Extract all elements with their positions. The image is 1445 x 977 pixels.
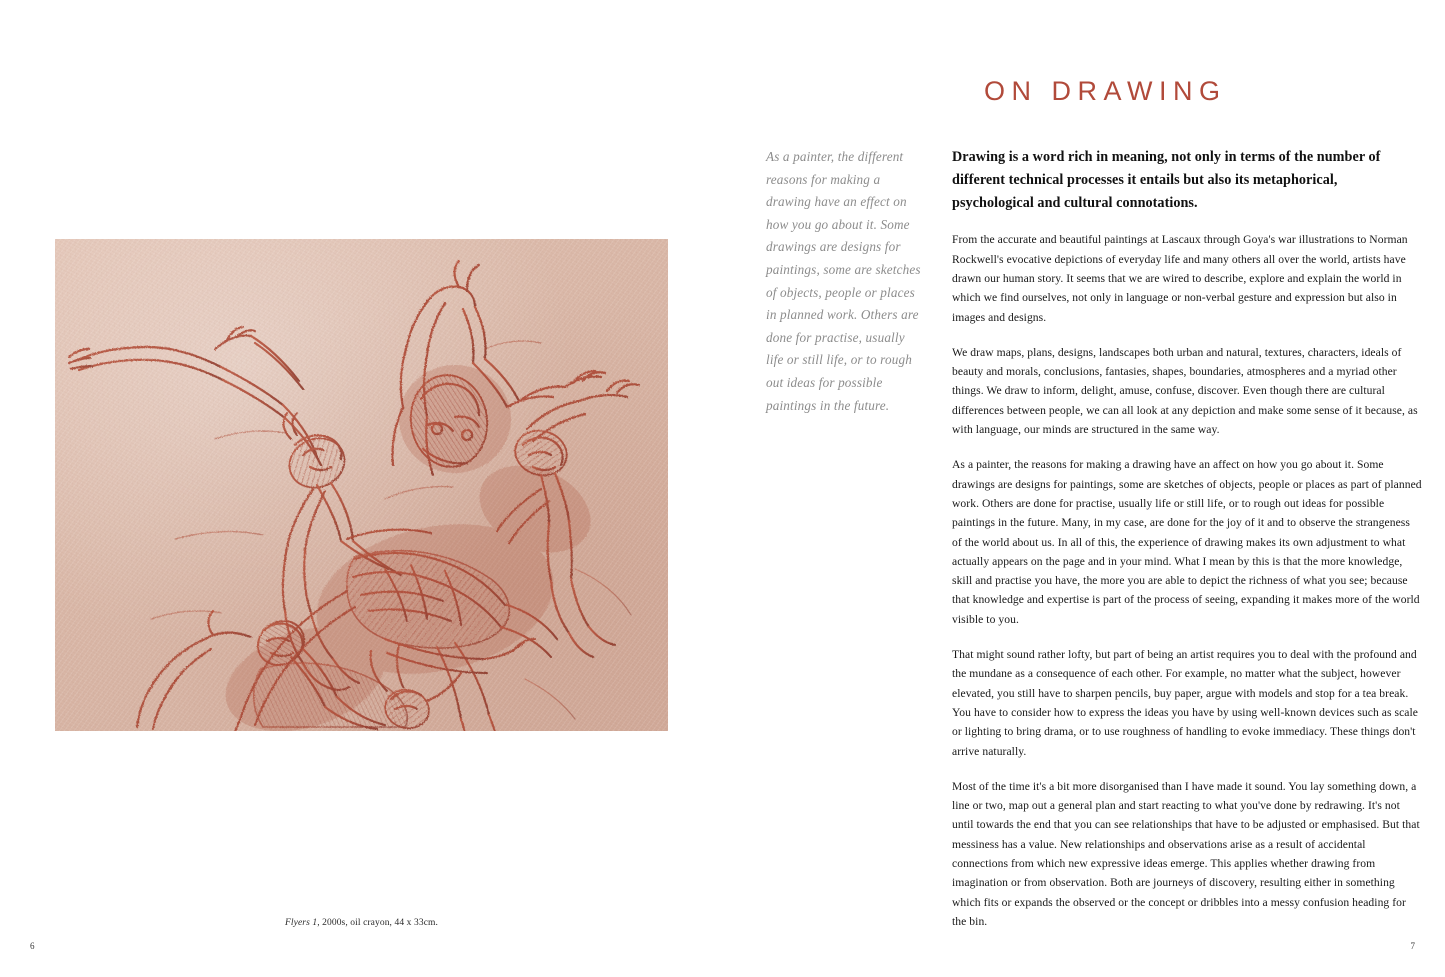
page-number-right: 7 (1410, 941, 1415, 951)
body-column (952, 146, 1422, 931)
body-paragraph: Most of the time it's a bit more disorganised than I have made it sound. You lay something down, a line or two, map out a general plan and start reacting to what you've done by redrawing. It's not until towards the end that you can see relationships that have to be adjusted or emphasised. But that messiness has a value. New relationships and observations arise as a result of accidental connections from which new expressive ideas emerge. This applies whether drawing from imagination or from observation. Both are journeys of discovery, resulting either in something which fits or expands the observed or the concept or dribbles into a messy confusion heading for the bin. (952, 779, 1420, 928)
artwork-caption-title: Flyers 1 (285, 918, 318, 928)
artwork-caption-details: , 2000s, oil crayon, 44 x 33cm. (317, 918, 438, 928)
sanguine-figures-illustration (55, 239, 668, 731)
body-paragraph: That might sound rather lofty, but part of being an artist requires you to deal with the profound and the mundane as a consequence of each other. For example, no matter what the subject, however elevated, you still have to sharpen pencils, buy paper, argue with models and stop for a tea break. You have to consider how to express the ideas you have by using well-known devices such as scale or lighting to bring drama, or to use roughness of handling to evoke immediacy. These things don't arrive naturally. (952, 648, 1418, 758)
body-paragraph: From the accurate and beautiful paintings at Lascaux through Goya's war illustrations to Norman Rockwell's evocative depictions of everyday life and many others all over the world, artists have drawn our human story. It seems that we are wired to describe, explore and explain the world in which we find ourselves, not only in language or non-verbal gesture and expression but also in images and designs. (952, 233, 1408, 324)
right-page (722, 0, 1445, 977)
pullquote-column (766, 146, 952, 417)
artwork-figure (55, 239, 668, 731)
lead-paragraph: Drawing is a word rich in meaning, not only in terms of the number of different technical processes it entails but also its metaphorical, psychological and cultural connotations. (952, 149, 1381, 211)
chapter-title: ON DRAWING (984, 76, 1227, 107)
body-paragraph: We draw maps, plans, designs, landscapes both urban and natural, textures, characters, ideals of beauty and morals, conclusions, fantasies, shapes, boundaries, atmospheres and a myriad other things. We draw to inform, delight, amuse, confuse, discover. Even though there are cultural differences between people, we can all look at any depiction and make some sense of it because, as with language, our minds are structured in the same way. (952, 345, 1418, 437)
content-columns (766, 146, 1422, 931)
pullquote-text: As a painter, the different reasons for making a drawing have an effect on how you go about it. Some drawings are designs for paintings, some are sketches of objects, people or places in planned work. Others are done for practise, usually life or still life, or to rough out ideas for possible paintings in the future. (766, 149, 921, 413)
page-number-left: 6 (30, 941, 35, 951)
artwork-caption (55, 918, 668, 928)
body-paragraph: As a painter, the reasons for making a drawing have an affect on how you go about it. Some drawings are designs for paintings, some are sketches of objects, people or places as part of planned work. Others are done for practise, usually life or still life, or to rough out ideas for possible paintings in the future. Many, in my case, are done for the joy of it and to observe the strangeness of the world about us. In all of this, the experience of drawing makes its own adjustment to what actually appears on the page and in your mind. What I mean by this is that the more knowledge, skill and practise you have, the more you are able to depict the richness of what you see; because that knowledge and expertise is part of the process of seeing, expanding it makes more of the world visible to you. (952, 458, 1422, 626)
left-page (0, 0, 722, 977)
